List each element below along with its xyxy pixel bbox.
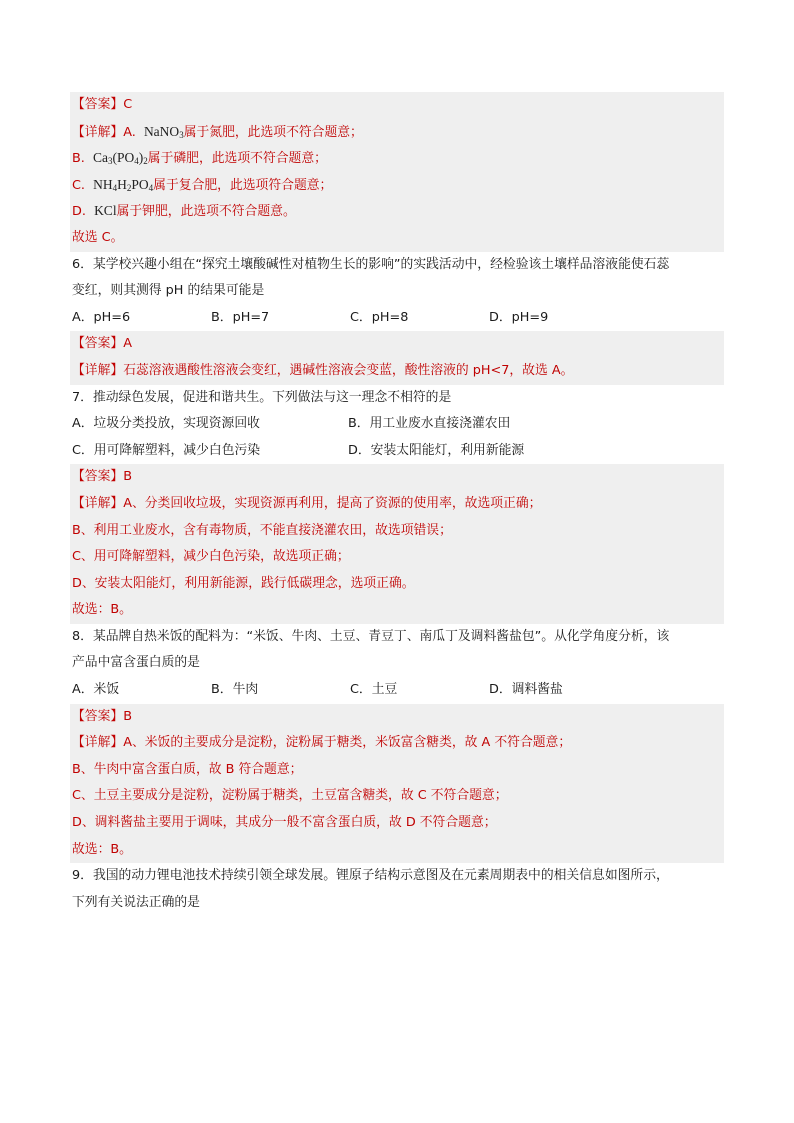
option-a: A．pH=6	[72, 309, 131, 325]
q7-detail-c: C、用可降解塑料，减少白色污染，故选项正确；	[70, 544, 724, 571]
option-a: A．垃圾分类投放，实现资源回收	[72, 416, 260, 432]
q6-stem-line1: 6．某学校兴趣小组在“探究土壤酸碱性对植物生长的影响”的实践活动中，经检验该土壤样品溶液能使石蕊	[72, 256, 670, 272]
option-d: D．安装太阳能灯，利用新能源	[348, 442, 525, 458]
detail-text: 属于钾肥，此选项不符合题意。	[116, 204, 296, 220]
answer-tag: 【答案】	[72, 708, 124, 724]
q7-options-row2	[70, 438, 724, 465]
answer-tag: 【答案】	[72, 469, 124, 485]
chem-formula: NaNO$_3$	[143, 123, 184, 140]
q6-detail	[70, 358, 724, 385]
q6-answer	[70, 331, 724, 358]
answer-value: A	[123, 336, 132, 352]
option-prefix: A.	[123, 124, 136, 140]
answer-value: B	[123, 469, 132, 485]
q7-conclusion: 故选：B。	[70, 597, 724, 624]
answer-tag: 【答案】	[72, 336, 124, 352]
option-b: B．牛肉	[211, 682, 259, 698]
chem-formula: KCl	[94, 203, 117, 219]
detail-text: 石蕊溶液遇酸性溶液会变红，遇碱性溶液会变蓝，酸性溶液的 pH<7，故选 A。	[123, 362, 574, 378]
detail-text: 属于氮肥，此选项不符合题意；	[183, 124, 363, 140]
q9-stem-line2: 下列有关说法正确的是	[72, 894, 200, 910]
q5-answer	[70, 92, 724, 119]
q8-stem-line1: 8．某品牌自热米饭的配料为：“米饭、牛肉、土豆、青豆丁、南瓜丁及调料酱盐包”。从化学角度分析，该	[72, 628, 670, 644]
q5-detail-c	[70, 172, 724, 199]
option-prefix: D.	[72, 204, 86, 220]
q7-stem: 7．推动绿色发展，促进和谐共生。下列做法与这一理念不相符的是	[72, 389, 452, 405]
option-c: C．pH=8	[350, 309, 409, 325]
document-page	[70, 92, 724, 916]
q5-conclusion: 故选 C。	[70, 225, 724, 252]
q8-answer	[70, 704, 724, 731]
option-c: C．土豆	[350, 682, 398, 698]
option-d: D．pH=9	[489, 309, 549, 325]
option-b: B．pH=7	[211, 309, 270, 325]
detail-text: 属于磷肥，此选项不符合题意；	[147, 151, 327, 167]
q7-detail-d: D、安装太阳能灯，利用新能源，践行低碳理念，选项正确。	[70, 571, 724, 598]
q8-options	[70, 677, 724, 704]
answer-value: C	[123, 97, 133, 112]
q8-conclusion: 故选：B。	[70, 837, 724, 864]
detail-tag: 【详解】	[72, 362, 124, 378]
q9-stem-line1: 9．我国的动力锂电池技术持续引领全球发展。锂原子结构示意图及在元素周期表中的相关信息如图所示，	[72, 868, 669, 884]
chem-formula: $Ca_3(PO_4)_2$	[93, 150, 148, 167]
detail-tag: 【详解】	[72, 124, 124, 140]
detail-tag: 【详解】	[72, 735, 124, 751]
answer-value: B	[123, 708, 132, 724]
q5-detail-b	[70, 145, 724, 172]
detail-tag: 【详解】	[72, 495, 124, 511]
detail-text: A、分类回收垃圾，实现资源再利用，提高了资源的使用率，故选项正确；	[123, 495, 542, 511]
q7-options-row1	[70, 411, 724, 438]
chem-formula: $NH_4H_2PO_4$	[93, 176, 154, 193]
q5-detail-a	[70, 119, 724, 146]
q8-detail-a	[70, 730, 724, 757]
q7-detail-b: B、利用工业废水，含有毒物质，不能直接浇灌农田，故选项错误；	[70, 518, 724, 545]
option-prefix: B.	[72, 151, 85, 167]
option-c: C．用可降解塑料，减少白色污染	[72, 442, 261, 458]
option-b: B．用工业废水直接浇灌农田	[348, 416, 511, 432]
q6-options	[70, 305, 724, 332]
q8-detail-b: B、牛肉中富含蛋白质，故 B 符合题意；	[70, 757, 724, 784]
option-a: A．米饭	[72, 682, 120, 698]
option-prefix: C.	[72, 177, 86, 193]
q5-detail-d	[70, 198, 724, 225]
q8-detail-c: C、土豆主要成分是淀粉，淀粉属于糖类，土豆富含糖类，故 C 不符合题意；	[70, 783, 724, 810]
detail-text: 属于复合肥，此选项符合题意；	[153, 177, 333, 193]
option-d: D．调料酱盐	[489, 682, 563, 698]
q7-answer	[70, 464, 724, 491]
q8-stem-line2: 产品中富含蛋白质的是	[72, 655, 200, 671]
q8-detail-d: D、调料酱盐主要用于调味，其成分一般不富含蛋白质，故 D 不符合题意；	[70, 810, 724, 837]
detail-text: A、米饭的主要成分是淀粉，淀粉属于糖类，米饭富含糖类，故 A 不符合题意；	[123, 735, 572, 751]
q6-stem-line2: 变红，则其测得 pH 的结果可能是	[72, 283, 265, 299]
answer-tag: 【答案】	[72, 97, 124, 112]
q7-detail-a	[70, 491, 724, 518]
